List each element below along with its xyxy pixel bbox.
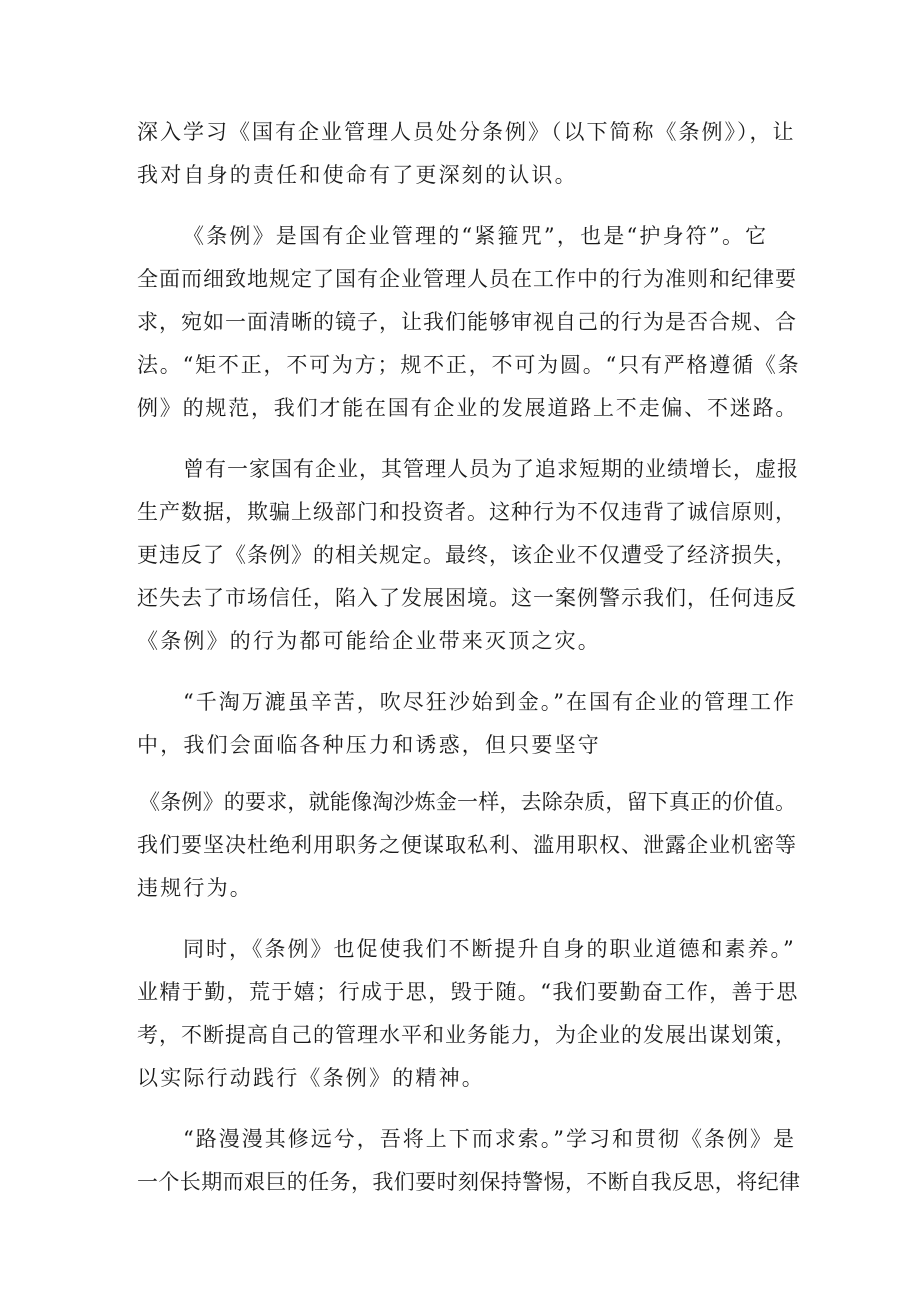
text-line: “路漫漫其修远兮，吾将上下而求索。”学习和贯彻《条例》是 bbox=[183, 1127, 796, 1151]
text-line: 业精于勤，荒于嬉；行成于思，毁于随。“我们要勤奋工作，善于思 bbox=[137, 980, 799, 1004]
text-line: 《条例》的要求，就能像淘沙炼金一样，去除杂质，留下真正的价值。 bbox=[139, 790, 797, 814]
text-line: 求，宛如一面清晰的镜子，让我们能够审视自己的行为是否合规、合 bbox=[137, 310, 797, 334]
text-line: 《条例》的行为都可能给企业带来灭顶之灾。 bbox=[137, 629, 601, 653]
text-line: 例》的规范，我们才能在国有企业的发展道路上不走偏、不迷路。 bbox=[137, 396, 799, 420]
text-line: 法。“矩不正，不可为方；规不正，不可为圆。“只有严格遵循《条 bbox=[137, 353, 801, 377]
text-line: 曾有一家国有企业，其管理人员为了追求短期的业绩增长，虚报 bbox=[183, 457, 799, 481]
text-line: 我对自身的责任和使命有了更深刻的认识。 bbox=[137, 163, 578, 187]
text-line: 违规行为。 bbox=[137, 876, 253, 900]
text-line: 生产数据，欺骗上级部门和投资者。这种行为不仅违背了诚信原则， bbox=[137, 500, 797, 524]
text-line: 以实际行动践行《条例》的精神。 bbox=[137, 1066, 485, 1090]
text-line: 同时，《条例》也促使我们不断提升自身的职业道德和素养。” bbox=[183, 937, 796, 961]
text-line: “千淘万漉虽辛苦，吹尽狂沙始到金。”在国有企业的管理工作 bbox=[183, 690, 796, 714]
text-line: 我们要坚决杜绝利用职务之便谋取私利、滥用职权、泄露企业机密等 bbox=[137, 833, 797, 857]
text-line: 考，不断提高自己的管理水平和业务能力，为企业的发展出谋划策， bbox=[137, 1023, 797, 1047]
text-line: 还失去了市场信任，陷入了发展困境。这一案例警示我们，任何违反 bbox=[137, 586, 797, 610]
text-line: 中，我们会面临各种压力和诱惑，但只要坚守 bbox=[137, 733, 601, 757]
text-line: 全面而细致地规定了国有企业管理人员在工作中的行为准则和纪律要 bbox=[137, 267, 797, 291]
text-line: 一个长期而艰巨的任务，我们要时刻保持警惕，不断自我反思，将纪律 bbox=[137, 1170, 801, 1194]
text-line: 更违反了《条例》的相关规定。最终，该企业不仅遭受了经济损失， bbox=[137, 543, 797, 567]
text-line: 《条例》是国有企业管理的“紧箍咒”，也是“护身符”。它 bbox=[183, 224, 769, 248]
text-line: 深入学习《国有企业管理人员处分条例》（以下简称《条例》），让 bbox=[137, 120, 796, 144]
